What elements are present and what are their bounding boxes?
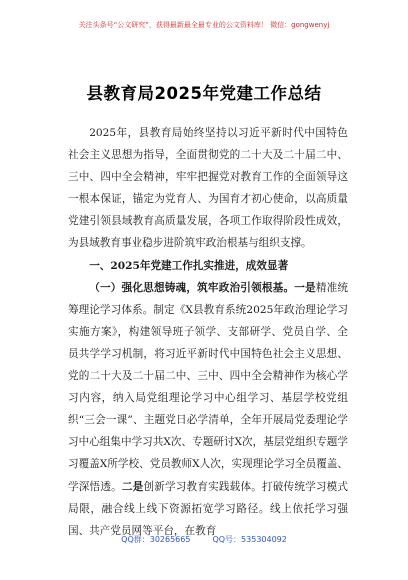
subsection-lead: （一）强化思想铸魂，筑牢政治引领根基。 <box>89 281 295 294</box>
document-title: 县教育局2025年党建工作总结 <box>86 84 322 103</box>
footer-contact <box>0 534 408 545</box>
point-two-marker: 二是 <box>121 480 144 493</box>
header-banner: 关注头条号“公文研究”，获得最新最全最专业的公文资料库！ 微信：gongwenyj <box>78 21 330 29</box>
point-one-marker: 一是 <box>294 281 316 294</box>
point-one-text: 精准统筹理论学习体系。制定《X县教育系统2025年政治理论学习实施方案》，构建领导班子领学、支部研学、党员自学、全员共学学习机制，将习近平新时代中国特色社会主义思想、党的二十大及二十届二中、三中、四中全会精神作为核心学习内容，纳入局党组理论学习中心组学习、基层学校党组织“三会一课”、主题党日必学清单，全年开展局党委理论学习中心组集中学习共X次、专题研讨X次，基层党组织专题学习覆盖X所学校、党员教师X人次，实现理论学习全员覆盖、学深悟透。 <box>68 281 349 493</box>
point-two-text: 创新学习教育实践载体。打破传统学习模式局限，融合线上线下资源拓宽学习路径。线上依托学习强国、共产党员网等平台，在教育 <box>68 480 349 537</box>
footer-qq-number: QQ号：535304092 <box>212 535 287 544</box>
intro-paragraph: 2025年，县教育局始终坚持以习近平新时代中国特色社会主义思想为指导，全面贯彻党的二十大及二十届二中、三中、四中全会精神，牢牢把握党对教育工作的全面领导这一根本保证，锚定为党育人、为国育才初心使命，以高质量党建引领县域教育高质量发展，各项工作取得阶段性成效，为县域教育事业稳步进阶筑牢政治根基与组织支撑。 <box>68 127 348 250</box>
subsection-paragraph-1 <box>68 277 348 542</box>
section-heading-1: 一、2025年党建工作扎实推进，成效显著 <box>89 259 289 272</box>
document-body <box>68 122 348 542</box>
footer-qq-group: QQ群：30265665 <box>121 535 191 544</box>
